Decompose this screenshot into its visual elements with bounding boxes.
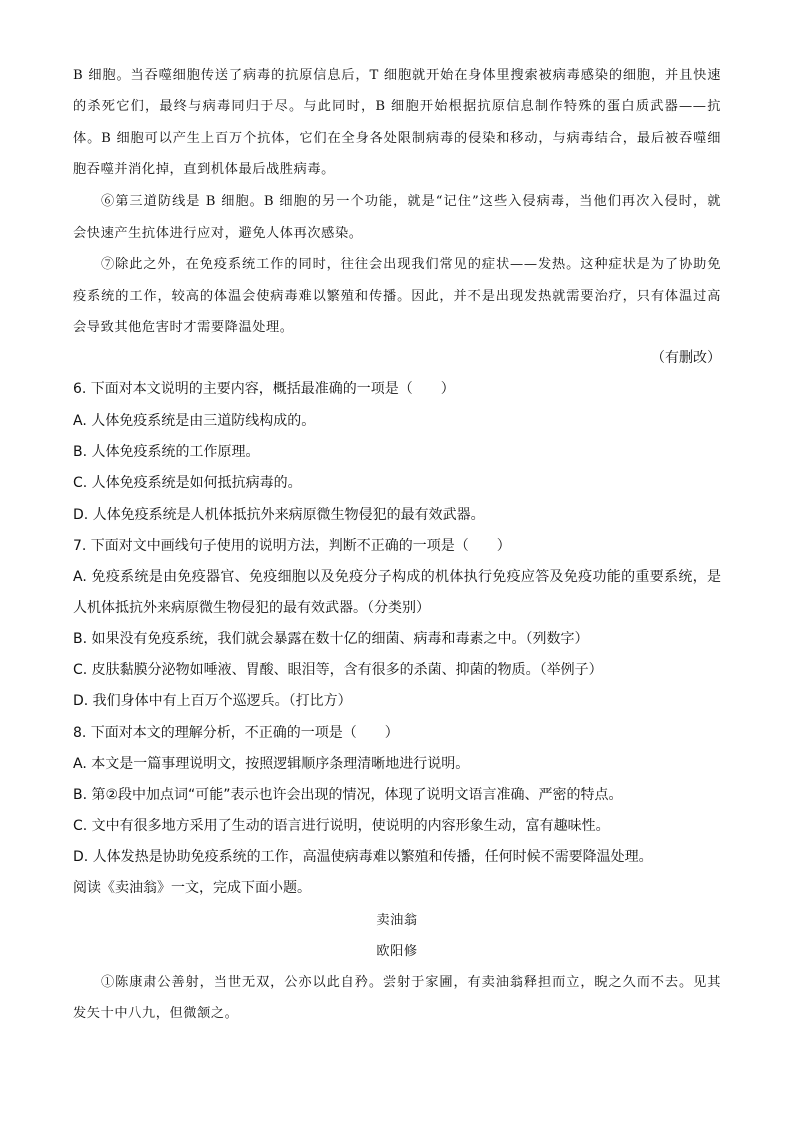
passage-line: ⑥第三道防线是 B 细胞。B 细胞的另一个功能，就是“记住”这些入侵病毒，当他们再次入侵时，就: [101, 194, 721, 209]
question-7-option-d[interactable]: D. 我们身体中有上百万个巡逻兵。（打比方）: [73, 693, 352, 709]
reading-paragraph-line: 发矢十中八九，但微颔之。: [73, 1006, 239, 1021]
question-8-option-c[interactable]: C. 文中有很多地方采用了生动的语言进行说明，使说明的内容形象生动，富有趣味性。: [73, 818, 610, 834]
question-8-option-a[interactable]: A. 本文是一篇事理说明文，按照逻辑顺序条理清晰地进行说明。: [73, 756, 470, 772]
reading-paragraph-line: ①陈康肃公善射，当世无双，公亦以此自矜。尝射于家圃，有卖油翁释担而立，睨之久而不去。见其: [101, 975, 721, 990]
passage-line: 会导致其他危害时才需要降温处理。: [73, 320, 294, 335]
reading-instruction: 阅读《卖油翁》一文，完成下面小题。: [73, 880, 311, 896]
passage-line: 会快速产生抗体进行应对，避免人体再次感染。: [73, 226, 363, 241]
question-7-option-a-cont[interactable]: 人机体抵抗外来病原微生物侵犯的最有效武器。（分类别）: [73, 600, 430, 616]
question-8-option-d[interactable]: D. 人体发热是协助免疫系统的工作，高温使病毒难以繁殖和传播，任何时候不需要降温处理。: [73, 849, 653, 865]
question-7-option-b[interactable]: B. 如果没有免疫系统，我们就会暴露在数十亿的细菌、病毒和毒素之中。（列数字）: [73, 631, 589, 647]
reading-title: 卖油翁: [376, 913, 418, 928]
question-6-option-b[interactable]: B. 人体免疫系统的工作原理。: [73, 444, 260, 460]
question-6-option-a[interactable]: A. 人体免疫系统是由三道防线构成的。: [73, 413, 316, 429]
passage-line: 胞吞噬并消化掉，直到机体最后战胜病毒。: [73, 162, 335, 177]
reading-author: 欧阳修: [376, 944, 418, 959]
passage-line: 体。B 细胞可以产生上百万个抗体，它们在全身各处限制病毒的侵染和移动，与病毒结合，最后被吞噬细: [73, 131, 721, 146]
question-8-option-b[interactable]: B. 第②段中加点词“可能”表示也许会出现的情况，体现了说明文语言准确、严密的特点。: [73, 787, 623, 803]
question-6-option-c[interactable]: C. 人体免疫系统是如何抵抗病毒的。: [73, 475, 302, 491]
question-8-stem: 8. 下面对本文的理解分析，不正确的一项是（ ）: [73, 725, 399, 741]
question-6-stem: 6. 下面对本文说明的主要内容，概括最准确的一项是（ ）: [73, 381, 455, 397]
passage-line: ⑦除此之外，在免疫系统工作的同时，往往会出现我们常见的症状——发热。这种症状是为了协助免: [101, 257, 721, 272]
question-7-stem: 7. 下面对文中画线句子使用的说明方法，判断不正确的一项是（ ）: [73, 538, 511, 554]
passage-line: 的杀死它们，最终与病毒同归于尽。与此同时，B 细胞开始根据抗原信息制作特殊的蛋白质武器——抗: [73, 99, 721, 114]
question-7-option-c[interactable]: C. 皮肤黏膜分泌物如唾液、胃酸、眼泪等，含有很多的杀菌、抑菌的物质。（举例子）: [73, 662, 603, 678]
passage-line: 疫系统的工作，较高的体温会使病毒难以繁殖和传播。因此，并不是出现发热就需要治疗，只有体温过高: [73, 289, 721, 304]
question-6-option-d[interactable]: D. 人体免疫系统是人机体抵抗外来病原微生物侵犯的最有效武器。: [73, 507, 485, 523]
question-7-option-a[interactable]: A. 免疫系统是由免疫器官、免疫细胞以及免疫分子构成的机体执行免疫应答及免疫功能的重要系统，是: [73, 569, 721, 585]
passage-line: B 细胞。当吞噬细胞传送了病毒的抗原信息后，T 细胞就开始在身体里搜索被病毒感染的细胞，并且快速: [73, 68, 721, 83]
source-note: （有删改）: [651, 350, 721, 366]
